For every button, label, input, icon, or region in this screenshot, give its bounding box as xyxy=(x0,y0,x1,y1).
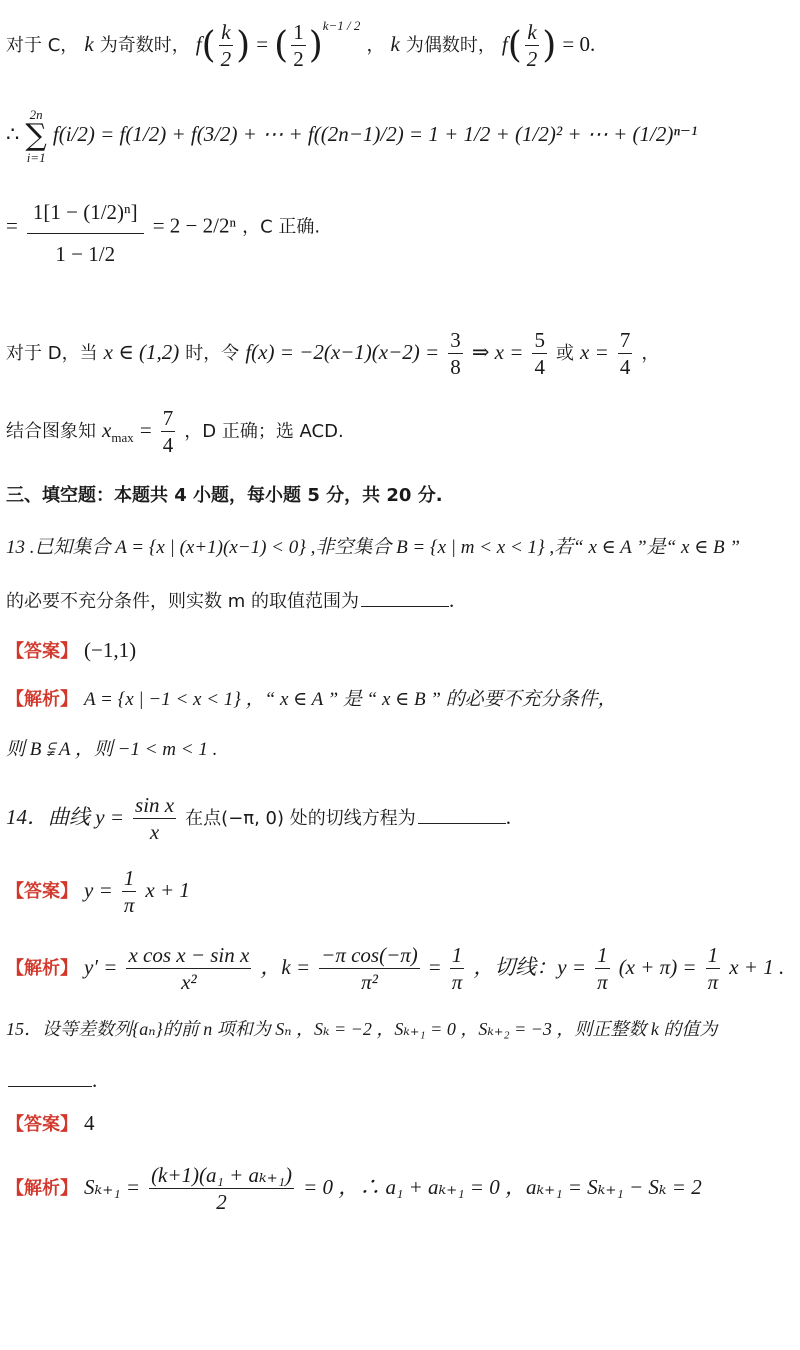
q13-line2: 的必要不充分条件，则实数 m 的取值范围为 . xyxy=(6,588,455,612)
q14-analysis xyxy=(6,945,784,993)
frac-den: 4 xyxy=(534,355,545,379)
answer-tag: 【答案】 xyxy=(6,881,78,902)
frac-num: k xyxy=(219,22,234,46)
frac-num: 3 xyxy=(450,328,461,352)
frac-num: 1 xyxy=(706,945,721,969)
var-k: k xyxy=(390,32,400,56)
frac-num: 7 xyxy=(162,406,174,430)
frac-den: x xyxy=(149,820,160,844)
frac-num: (k+1)(a₁ + aₖ₊₁) xyxy=(151,1163,293,1187)
d-prefix: 对于 D，当 xyxy=(6,343,98,364)
q13-analysis-line1: A = {x | −1 < x < 1} ，“ x ∈ A ” 是 “ x ∈ B ” 的必要不充分条件， xyxy=(84,689,617,710)
d-case-line xyxy=(6,330,659,378)
d-x2: x = xyxy=(580,340,609,364)
sigma-symbol: ∑ xyxy=(25,118,47,153)
slope-k: ，k = xyxy=(260,955,311,979)
q13-analysis xyxy=(6,690,617,709)
c-case-line: 对于 C， k 为奇数时， f( $\frac{k}{2}$ ) = ( $\frac{1}{2}$ )$^{k-1 / 2}$ ， k 为偶数时， f( $\frac{k}{2}$ ) = 0. xyxy=(6,17,596,71)
var-f: f xyxy=(501,32,508,56)
frac-num: sin x xyxy=(135,793,175,817)
q15-analysis xyxy=(6,1165,702,1213)
max-subscript: max xyxy=(111,429,134,445)
d-mid: 时，令 xyxy=(185,343,240,364)
frac-num: 1 xyxy=(122,868,137,892)
sigma-block xyxy=(25,108,46,164)
analysis-tag: 【解析】 xyxy=(6,689,78,710)
answer-tag: 【答案】 xyxy=(6,641,78,662)
answer-blank xyxy=(8,1086,92,1087)
section-title: 三、填空题：本题共 4 小题，每小题 5 分，共 20 分. xyxy=(6,485,443,506)
eq: = xyxy=(428,955,441,979)
d-condition: x ∈ (1,2) xyxy=(103,340,180,364)
answer-tail: x + 1 xyxy=(145,878,190,902)
frac-den: 2 xyxy=(293,47,304,71)
geo-numerator: 1[1 − (1/2)ⁿ] xyxy=(27,190,144,234)
q13-analysis-line2: 则 B ⫋ A ，则 −1 < m < 1 . xyxy=(6,739,218,760)
q13-answer xyxy=(6,640,136,661)
frac-den: π² xyxy=(361,970,378,994)
tangent-end: x + 1 . xyxy=(729,955,785,979)
frac-num: k xyxy=(525,22,540,46)
frac-den: π xyxy=(123,893,135,917)
frac-den: x² xyxy=(181,970,197,994)
frac-den: π xyxy=(707,970,719,994)
frac-num: −π cos(−π) xyxy=(321,943,418,967)
c-correct: ，C 正确. xyxy=(242,216,321,238)
q14-answer xyxy=(6,868,190,916)
sum-line xyxy=(6,108,697,164)
c-case-prefix: 对于 C， xyxy=(6,35,79,56)
q15-blank-line: . xyxy=(6,1070,97,1091)
answer-blank xyxy=(361,606,449,607)
q13-line1: 13 .已知集合 A = {x | (x+1)(x−1) < 0} ,非空集合 B = {x | m < x < 1} ,若“ x ∈ A ”是“ x ∈ B ” xyxy=(6,537,740,558)
d-equation: f(x) = −2(x−1)(x−2) = xyxy=(245,340,440,364)
eq-zero: = 0. xyxy=(562,32,596,56)
frac-den: π xyxy=(597,970,608,994)
geo-denominator: 1 − 1/2 xyxy=(55,242,116,266)
tangent-mid: (x + π) = xyxy=(618,955,697,979)
frac-den: 2 xyxy=(216,1190,227,1214)
frac-num: x cos x − sin x xyxy=(128,943,250,967)
or-text: 或 xyxy=(556,343,574,364)
answer-tag: 【答案】 xyxy=(6,1114,78,1135)
q14-question: 14．曲线 y = $\frac{\text{sin x}}{x}$ 在点(−π, 0) 处的切线方程为 . xyxy=(6,793,512,844)
q15-answer xyxy=(6,1113,95,1134)
q15-answer-value: 4 xyxy=(84,1111,95,1135)
var-x: x xyxy=(102,418,112,442)
q14-suffix: 在点(−π, 0) 处的切线方程为 xyxy=(185,808,416,829)
frac-num: 5 xyxy=(534,328,545,352)
geo-result-line: = $\frac{\text{1[1 − (1/2)ⁿ]}}{1 - 1/2}$ = 2 − 2/2ⁿ ，C 正确. xyxy=(6,190,320,265)
q15-line1: 15．设等差数列{aₙ}的前 n 项和为 Sₙ ，Sₖ = −2 ，Sₖ₊₁ = 0 ，Sₖ₊₂ = −3 ，则正整数 k 的值为 xyxy=(6,1019,718,1039)
even-text: 为偶数时， xyxy=(405,35,496,56)
frac-den: 4 xyxy=(619,355,631,379)
analysis-tag: 【解析】 xyxy=(6,1178,78,1199)
sum-upper: 2n xyxy=(29,107,43,122)
sum-right: = 0 ，∴ a₁ + aₖ₊₁ = 0 ，aₖ₊₁ = Sₖ₊₁ − Sₖ = 2 xyxy=(303,1175,702,1199)
frac-den: 8 xyxy=(450,355,461,379)
therefore-symbol: ∴ xyxy=(6,122,20,146)
sum-left: Sₖ₊₁ = xyxy=(84,1175,141,1199)
q13-prompt: 的必要不充分条件，则实数 m 的取值范围为 xyxy=(6,591,359,612)
frac-num: 1 xyxy=(293,20,304,44)
odd-text: 为奇数时， xyxy=(99,35,190,56)
eq: = xyxy=(139,418,152,442)
d-correct: ，D 正确；选 ACD. xyxy=(184,421,344,442)
geo-result: = 2 − 2/2ⁿ xyxy=(152,213,237,238)
frac-num: 1 xyxy=(450,945,465,969)
q13-answer-value: (−1,1) xyxy=(84,638,137,662)
var-k: k xyxy=(84,32,94,56)
var-f: f xyxy=(195,32,202,56)
frac-num: 7 xyxy=(619,328,631,352)
frac-num: 1 xyxy=(595,945,610,969)
tangent-label: ，切线：y = xyxy=(473,955,587,979)
eq: = xyxy=(256,32,269,56)
sum-expression: f(i/2) = f(1/2) + f(3/2) + ⋯ + f((2n−1)/2) = 1 + 1/2 + (1/2)² + ⋯ + (1/2)ⁿ⁻¹ xyxy=(52,122,698,146)
sum-lower: i=1 xyxy=(26,150,46,165)
answer-y: y = xyxy=(84,878,113,902)
frac-den: 2 xyxy=(220,47,232,71)
comma: ， xyxy=(366,35,385,56)
derivative: y′ = xyxy=(84,955,118,979)
frac-den: π xyxy=(451,970,463,994)
answer-blank xyxy=(418,823,506,824)
analysis-tag: 【解析】 xyxy=(6,958,78,979)
d-tail: ， xyxy=(641,343,660,364)
frac-den: 2 xyxy=(526,47,538,71)
exponent: k−1 / 2 xyxy=(322,17,361,33)
frac-den: 4 xyxy=(162,433,174,457)
d-arrow: ⇒ x = xyxy=(471,340,524,364)
q14-prefix: 14．曲线 y = xyxy=(6,805,124,829)
d-conclusion-line xyxy=(6,408,344,456)
d-conclusion-prefix: 结合图象知 xyxy=(6,421,96,442)
